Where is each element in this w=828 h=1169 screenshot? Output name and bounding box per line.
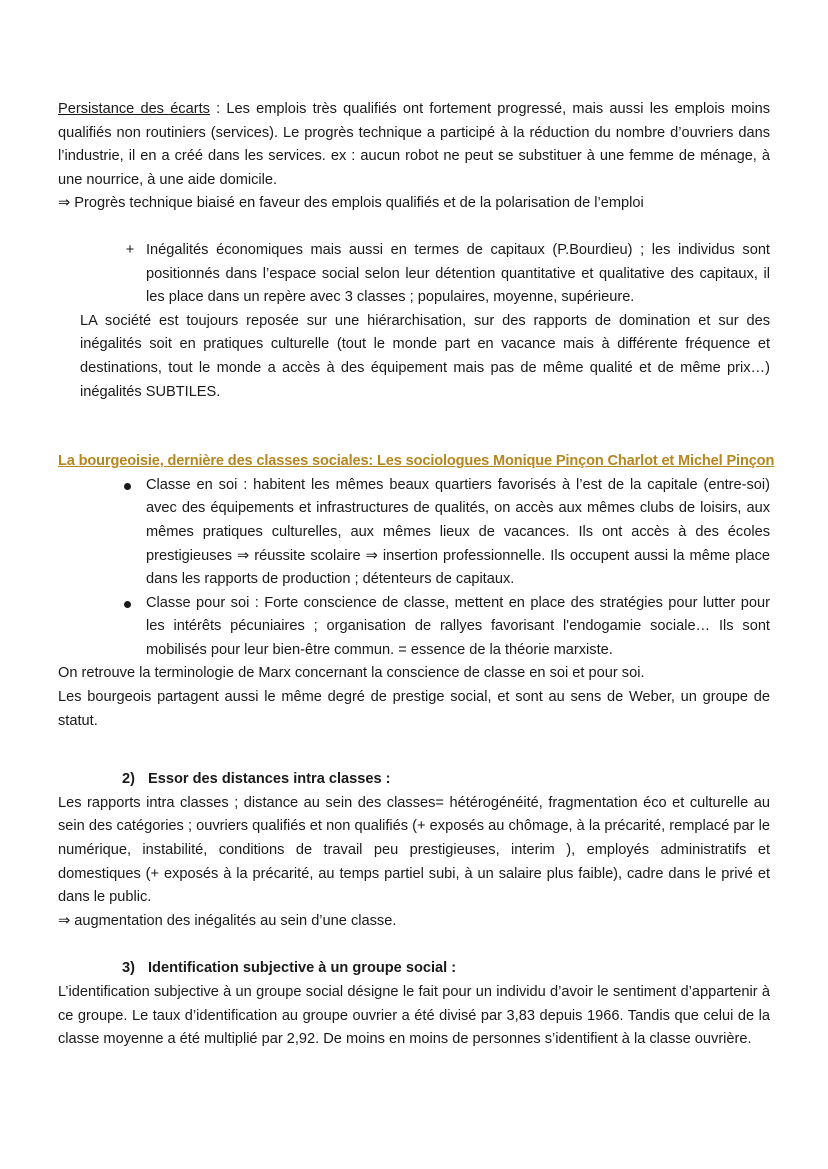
section3-heading <box>58 957 770 981</box>
bullet-icon <box>124 483 131 490</box>
bullet-text: Classe en soi : habitent les mêmes beaux quartiers favorisés à l’est de la capitale (entre-soi) avec des équipements et infrastructures de qualités, on accès aux mêmes clubs de loisirs, aux mêmes pratiques culturelles, aux mêmes lieux de vacances. Ils ont accès à des écoles prestigieuses ⇒ réussite scolaire ⇒ insertion professionnelle. Ils occupent aussi la même place dans les rapports de production ; détenteurs de capitaux. <box>146 476 770 588</box>
plus-item-text: Inégalités économiques mais aussi en termes de capitaux (P.Bourdieu) ; les individus sont positionnés dans l’espace social selon leur détention quantitative et qualitative des capitaux, il les place dans un repère avec 3 classes ; populaires, moyenne, supérieure. <box>146 241 770 306</box>
plus-list-item <box>58 239 770 310</box>
section3-title: Identification subjective à un groupe social : <box>148 960 457 977</box>
weber-paragraph: Les bourgeois partagent aussi le même degré de prestige social, et sont au sens de Weber, un groupe de statut. <box>58 689 770 729</box>
section1-text: : Les emplois très qualifiés ont fortement progressé, mais aussi les emplois moins qualifiés non routiniers (services). Le progrès technique a participé à la réduction du nombre d’ouvriers dans l’industrie, il en a créé dans les services. ex : aucun robot ne peut se substituer à une femme de ménage, à une nourrice, à une aide domicile. <box>58 101 770 188</box>
section1-conclusion: ⇒ Progrès technique biaisé en faveur des emplois qualifiés et de la polarisation de l’emploi <box>58 195 644 212</box>
section2-number: 2) <box>122 771 135 788</box>
society-paragraph: LA société est toujours reposée sur une hiérarchisation, sur des rapports de domination et sur des inégalités soit en pratiques culturelle (tout le monde part en vacance mais à différente fréquence et destinations, tout le monde a accès à des équipement mais pas de même qualité et de même prix…) inégalités SUBTILES. <box>80 312 770 400</box>
section1-title: Persistance des écarts <box>58 101 210 117</box>
section1-paragraph <box>58 98 770 192</box>
section2-heading <box>58 768 770 792</box>
section2-text: Les rapports intra classes ; distance au sein des classes= hétérogénéité, fragmentation éco et culturelle au sein des catégories ; ouvriers qualifiés et non qualifiés (+ exposés au chômage, à la précarité, remplacé par le numérique, instabilité, conditions de travail peu prestigieuses, interim ), employés administratifs et domestiques (+ exposés à la précarité, au temps partiel subi, à un salaire plus faible), cadre dans le privé et dans le public. <box>58 794 770 906</box>
marx-paragraph: On retrouve la terminologie de Marx concernant la conscience de classe en soi et pour soi. <box>58 665 645 682</box>
section3-number: 3) <box>122 960 135 977</box>
bullet-icon <box>124 601 131 608</box>
bourgeoisie-title: La bourgeoisie, dernière des classes sociales: Les sociologues Monique Pinçon Charlot et Michel Pinçon <box>58 453 775 470</box>
section2-title: Essor des distances intra classes : <box>148 771 391 788</box>
plus-marker: + <box>125 241 135 258</box>
section3-text: L’identification subjective à un groupe social désigne le fait pour un individu d’avoir le sentiment d’appartenir à ce groupe. Le taux d’identification au groupe ouvrier a été divisé par 3,83 depuis 1966. Tandis que celui de la classe moyenne a été multiplié par 2,92. De moins en moins de personnes s’identifient à la classe ouvrière. <box>58 984 770 1048</box>
bullet-item-classe-en-soi <box>58 474 770 592</box>
bullet-text: Classe pour soi : Forte conscience de classe, mettent en place des stratégies pour lutter pour les intérêts pécuniaires ; organisation de rallyes favorisant l'endogamie sociale… Ils sont mobilisés pour leur bien-être commun. = essence de la théorie marxiste. <box>146 594 770 658</box>
bullet-item-classe-pour-soi <box>58 592 770 663</box>
section2-conclusion: ⇒ augmentation des inégalités au sein d’une classe. <box>58 912 397 929</box>
